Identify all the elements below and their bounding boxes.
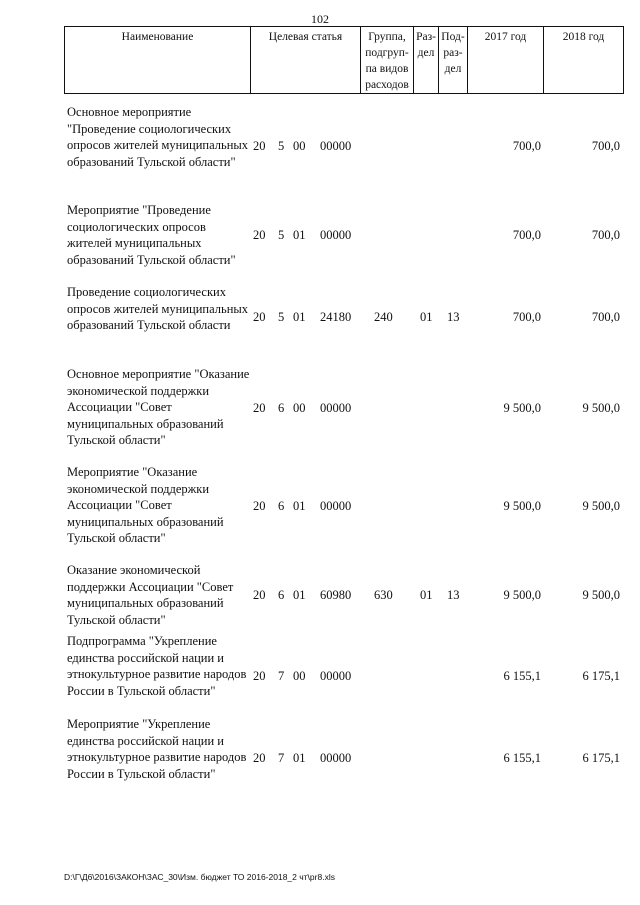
row-subprogram: 7 bbox=[278, 669, 285, 683]
row-direction: 00000 bbox=[320, 401, 352, 415]
row-event: 01 bbox=[293, 751, 306, 765]
row-section: 01 bbox=[420, 310, 433, 324]
row-program: 20 bbox=[253, 669, 266, 683]
row-program: 20 bbox=[253, 228, 266, 242]
row-name: Основное мероприятие "Проведение социологических опросов жителей муниципальных образований Тульской области" bbox=[67, 105, 249, 169]
row-2017: 9 500,0 bbox=[503, 499, 541, 513]
row-2018: 9 500,0 bbox=[582, 588, 620, 602]
row-2017: 6 155,1 bbox=[503, 751, 541, 765]
header-target-article: Целевая статья bbox=[251, 27, 361, 93]
row-subsection: 13 bbox=[447, 588, 460, 602]
row-2018: 9 500,0 bbox=[582, 499, 620, 513]
row-event: 00 bbox=[293, 669, 306, 683]
row-2017: 700,0 bbox=[512, 139, 541, 153]
row-2017: 9 500,0 bbox=[503, 588, 541, 602]
row-subprogram: 6 bbox=[278, 499, 285, 513]
row-event: 01 bbox=[293, 228, 306, 242]
row-event: 00 bbox=[293, 401, 306, 415]
page-number: 102 bbox=[311, 12, 329, 26]
row-2017: 700,0 bbox=[512, 228, 541, 242]
row-direction: 60980 bbox=[320, 588, 352, 602]
row-event: 01 bbox=[293, 588, 306, 602]
row-subprogram: 5 bbox=[278, 310, 285, 324]
row-program: 20 bbox=[253, 139, 266, 153]
row-subprogram: 5 bbox=[278, 139, 285, 153]
row-group: 240 bbox=[374, 310, 393, 324]
row-program: 20 bbox=[253, 310, 266, 324]
row-section: 01 bbox=[420, 588, 433, 602]
row-direction: 00000 bbox=[320, 228, 352, 242]
row-subprogram: 7 bbox=[278, 751, 285, 765]
row-direction: 00000 bbox=[320, 669, 352, 683]
row-subprogram: 5 bbox=[278, 228, 285, 242]
row-2017: 700,0 bbox=[512, 310, 541, 324]
row-2017: 6 155,1 bbox=[503, 669, 541, 683]
row-direction: 24180 bbox=[320, 310, 352, 324]
row-direction: 00000 bbox=[320, 139, 352, 153]
row-2018: 6 175,1 bbox=[582, 669, 620, 683]
header-subsection: Под- раз- дел bbox=[439, 27, 468, 93]
row-program: 20 bbox=[253, 401, 266, 415]
row-event: 00 bbox=[293, 139, 306, 153]
row-name: Мероприятие "Проведение социологических опросов жителей муниципальных образований Тульской области" bbox=[67, 203, 236, 267]
row-event: 01 bbox=[293, 310, 306, 324]
row-name: Оказание экономической поддержки Ассоциации "Совет муниципальных образований Тульской области" bbox=[67, 563, 234, 627]
row-program: 20 bbox=[253, 499, 266, 513]
header-group: Группа, подгруп- па видов расходов bbox=[361, 27, 414, 93]
row-program: 20 bbox=[253, 751, 266, 765]
row-2018: 9 500,0 bbox=[582, 401, 620, 415]
row-group: 630 bbox=[374, 588, 393, 602]
row-name: Мероприятие "Оказание экономической поддержки Ассоциации "Совет муниципальных образований Тульской области" bbox=[67, 465, 224, 545]
table-header bbox=[64, 26, 624, 94]
row-subprogram: 6 bbox=[278, 401, 285, 415]
row-name: Основное мероприятие "Оказание экономической поддержки Ассоциации "Совет муниципальных образований Тульской области" bbox=[67, 367, 250, 447]
row-2018: 700,0 bbox=[591, 310, 620, 324]
row-name: Подпрограмма "Укрепление единства российской нации и этнокультурное развитие народов России в Тульской области" bbox=[67, 634, 247, 698]
row-name: Проведение социологических опросов жителей муниципальных образований Тульской области bbox=[67, 285, 249, 332]
file-path-footer: D:\Г\Д6\2016\ЗАКОН\ЗАС_30\Изм. бюджет ТО 2016-2018_2 чт\pr8.xls bbox=[64, 872, 335, 882]
row-name: Мероприятие "Укрепление единства российской нации и этнокультурное развитие народов России в Тульской области" bbox=[67, 717, 247, 781]
row-subsection: 13 bbox=[447, 310, 460, 324]
row-subprogram: 6 bbox=[278, 588, 285, 602]
row-2018: 6 175,1 bbox=[582, 751, 620, 765]
row-2017: 9 500,0 bbox=[503, 401, 541, 415]
row-2018: 700,0 bbox=[591, 139, 620, 153]
header-name: Наименование bbox=[65, 27, 251, 93]
row-direction: 00000 bbox=[320, 751, 352, 765]
header-section: Раз- дел bbox=[414, 27, 439, 93]
header-2018: 2018 год bbox=[562, 31, 605, 43]
row-program: 20 bbox=[253, 588, 266, 602]
row-direction: 00000 bbox=[320, 499, 352, 513]
row-2018: 700,0 bbox=[591, 228, 620, 242]
row-event: 01 bbox=[293, 499, 306, 513]
header-2017: 2017 год bbox=[468, 27, 544, 93]
